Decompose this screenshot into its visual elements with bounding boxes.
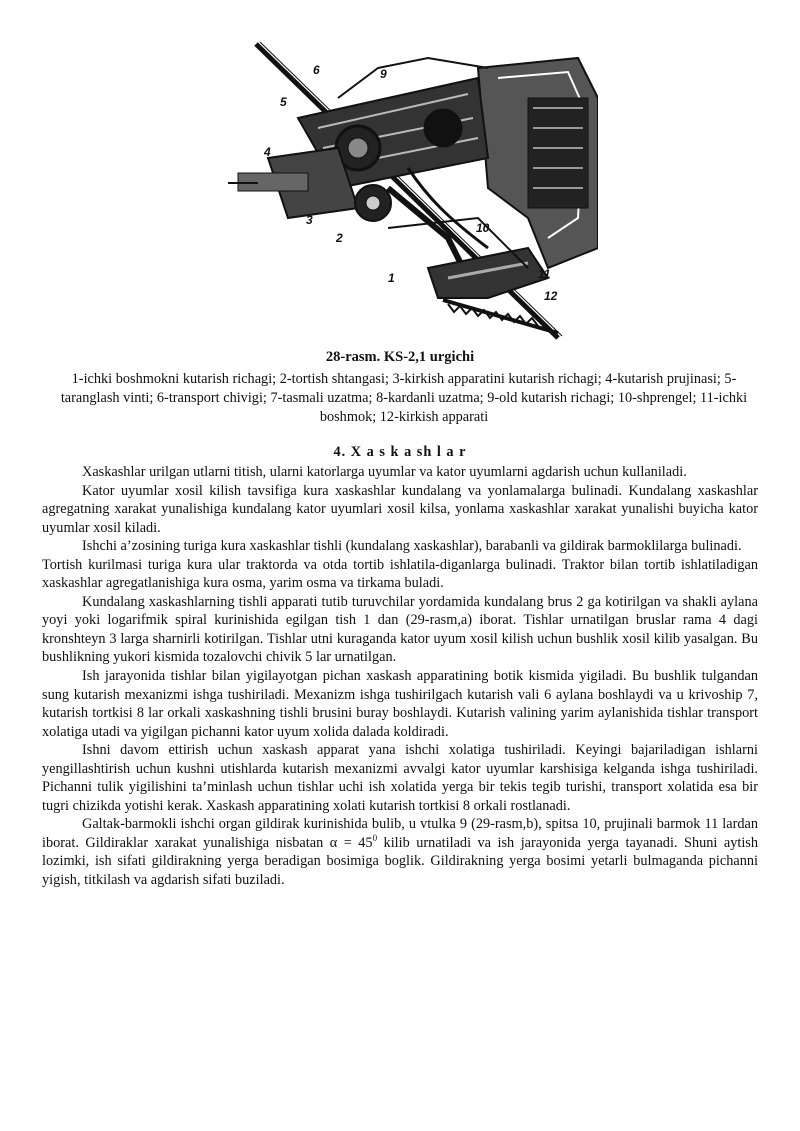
section-heading: 4. X a s k a sh l a r	[333, 444, 467, 460]
paragraph: Ish jarayonida tishlar bilan yigilayotgan pichan xaskash apparatining botik kismida yigiladi. Bu bushlik tulgandan sung kutarish mexanizmi ishga tushiriladi. Mexanizm ishga tushirilgach kutarish vali 6 aylana boshlaydi va u krivoship 7, kutarish tortkisi 8 lar orkali xaskashning tishli brusini buray boshlaydi. Kutarish valining yarim aylanishida tishlar transport xolatiga utadi va yigilgan pichanni kator uyum xolida dalada koldiradi.	[42, 668, 758, 740]
figure-label: 9	[380, 67, 387, 81]
paragraph-part: Galtak-barmokli ishchi organ gildirak kurinishida bulib, u vtulka 9 (29-rasm,b), spitsa 10, prujinali barmok 11 lardan iborat. Gildiraklar xarakat yunalishiga nisbatan α = 45	[42, 816, 758, 851]
figure-caption-title: 28-rasm. KS-2,1 urgichi	[325, 349, 475, 365]
paragraph: Tortish kurilmasi turiga kura ular traktorda va otda tortib ishlatila-diganlarga bulinadi. Traktor bilan tortib ishlatiladigan xaskashlar agregatlanishiga kura osma, yarim osma va tirkama buladi.	[42, 556, 758, 592]
paragraph: Ishni davom ettirish uchun xaskash apparat yana ishchi xolatiga tushiriladi. Keyingi bajariladigan ishlarni yengillashtirish uchun kushni utishlarda kutarish mexanizmi avvalgi kator uyumlar karshisiga kelganda ishga tushiriladi. Pichanni tulik yigilishini ta’minlash uchun tishlar uchi ish xolatida yerga bir tekis tegib turishi, transport xolatida esa bir tugri chizikda yotishi kerak. Xaskash apparatining xolati kutarish tortkisi 8 orkali rostlanadi.	[42, 742, 758, 814]
mower-figure	[228, 38, 598, 344]
figure-label: 3	[306, 213, 313, 227]
paragraph: Ishchi a’zosining turiga kura xaskashlar tishli (kundalang xaskashlar), barabanli va gildirak barmoklilarga bulinadi.	[82, 538, 742, 555]
paragraph: Xaskashlar urilgan utlarni titish, ularni katorlarga uyumlar va kator uyumlarni agdarish uchun kullaniladi.	[82, 464, 687, 480]
paragraph: Kundalang xaskashlarning tishli apparati tutib turuvchilar yordamida kundalang brus 2 ga kotirilgan va shakli aylana yoyi yoki logarifmik spiral kurinishida egilgan tish 1 dan (29-rasm,a) iborat. Tishlar urnatilgan bruslar rama 4 dagi kronshteyn 3 larga sharnirli kotirilgan. Tishlar utni kuraganda kator uyum xosil kilish uchun bushlik xosil kilib yasalgan. Bu bushlikning yukori kismida tozalovchi chivik 5 lar urnatilgan.	[42, 593, 758, 666]
figure-label: 1	[388, 271, 395, 285]
paragraph: Kator uyumlar xosil kilish tavsifiga kura xaskashlar kundalang va yonlamalarga bulinadi. Kundalang xaskashlar agregatning xarakat yunalishiga kundalang kator uyumlari xosil kilsa, yonlama xaskashlar xarakat yunalishi buyicha kator uyumlar xosil kiladi.	[42, 482, 758, 536]
figure-label: 11	[538, 267, 551, 281]
figure-label: 12	[544, 289, 558, 303]
machine-drawing	[228, 42, 598, 338]
figure-label: 5	[280, 95, 287, 109]
figure-caption-text: 1-ichki boshmokni kutarish richagi; 2-tortish shtangasi; 3-kirkish apparatini kutarish richagi; 4-kutarish prujinasi; 5-taranglash vinti; 6-transport chivigi; 7-tasmali uzatma; 8-kardanli uzatma; 9-old kutarish richagi; 10-shprengel; 11-ichki boshmok; 12-kirkish apparati	[60, 371, 748, 425]
figure-label: 6	[313, 63, 320, 77]
paragraph	[42, 815, 758, 889]
figure-label: 4	[264, 145, 271, 159]
body-text	[42, 463, 758, 890]
figure-label: 2	[336, 231, 343, 245]
paragraph-part: kilib urnatiladi va ish jarayonida yerga tayanadi. Shuni aytish lozimki, ish sifati gildirakning yerga beradigan bosimiga boglik. Gildirakning yerga bosimi yetarli bulmaganda pichanni yigish, titkilash va agdarish sifati buziladi.	[42, 834, 758, 889]
figure-label: 10	[476, 221, 490, 235]
degree-superscript: 0	[372, 833, 378, 844]
